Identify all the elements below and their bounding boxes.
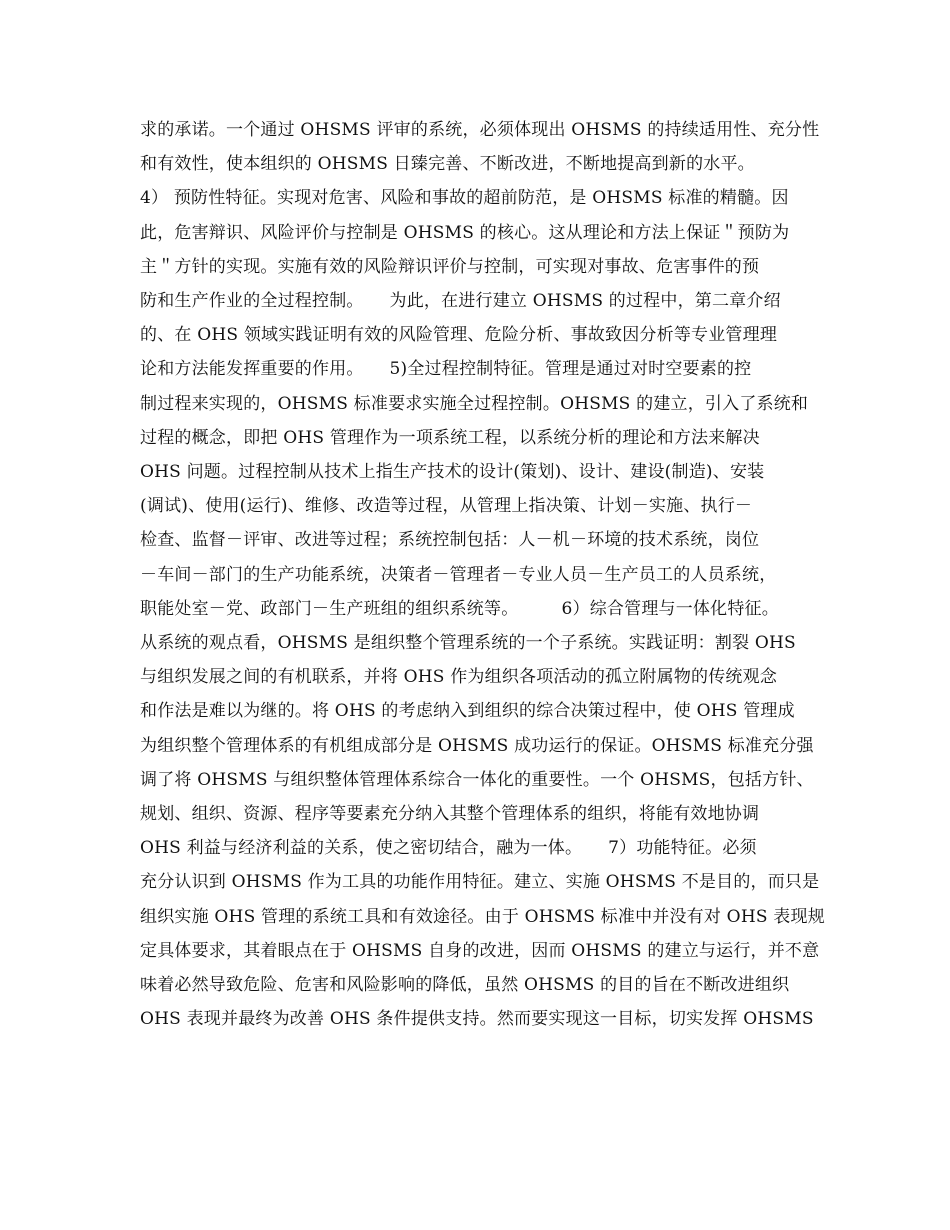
text-line: 和有效性，使本组织的 OHSMS 日臻完善、不断改进，不断地提高到新的水平。 bbox=[140, 154, 755, 175]
text-line: 过程的概念，即把 OHS 管理作为一项系统工程，以系统分析的理论和方法来解决 bbox=[140, 427, 760, 448]
text-line: 定具体要求，其着眼点在于 OHSMS 自身的改进，因而 OHSMS 的建立与运行，并不意 bbox=[140, 940, 820, 961]
text-line: 求的承诺。一个通过 OHSMS 评审的系统，必须体现出 OHSMS 的持续适用性、充分性 bbox=[140, 120, 820, 140]
text-line: 为组织整个管理体系的有机组成部分是 OHSMS 成功运行的保证。OHSMS 标准充分强 bbox=[140, 735, 814, 756]
text-line: (调试)、使用(运行)、维修、改造等过程，从管理上指决策、计划－实施、执行－ bbox=[140, 496, 753, 517]
text-line: OHS 表现并最终为改善 OHS 条件提供支持。然而要实现这一目标，切实发挥 OHSMS bbox=[140, 1009, 814, 1030]
text-line: 充分认识到 OHSMS 作为工具的功能作用特征。建立、实施 OHSMS 不是目的，而只是 bbox=[140, 872, 820, 893]
text-line: 组织实施 OHS 管理的系统工具和有效途径。由于 OHSMS 标准中并没有对 OHS 表现规 bbox=[140, 906, 825, 927]
text-line: OHS 问题。过程控制从技术上指生产技术的设计(策划)、设计、建设(制造)、安装 bbox=[140, 462, 765, 482]
text-line: OHS 利益与经济利益的关系，使之密切结合，融为一体。 7）功能特征。必须 bbox=[140, 838, 757, 859]
text-line: 味着必然导致危险、危害和风险影响的降低，虽然 OHSMS 的目的旨在不断改进组织 bbox=[140, 975, 790, 995]
text-line: 主＂方针的实现。实施有效的风险辩识评价与控制，可实现对事故、危害事件的预 bbox=[140, 256, 760, 277]
text-line: 调了将 OHSMS 与组织整体管理体系综合一体化的重要性。一个 OHSMS，包括方针、 bbox=[140, 769, 814, 790]
text-line: 此，危害辩识、风险评价与控制是 OHSMS 的核心。这从理论和方法上保证＂预防为 bbox=[140, 222, 790, 243]
text-line: 的、在 OHS 领域实践证明有效的风险管理、危险分析、事故致因分析等专业管理理 bbox=[140, 325, 778, 346]
text-line: 制过程来实现的，OHSMS 标准要求实施全过程控制。OHSMS 的建立，引入了系统和 bbox=[140, 393, 809, 414]
text-line: 与组织发展之间的有机联系，并将 OHS 作为组织各项活动的孤立附属物的传统观念 bbox=[140, 667, 778, 688]
text-line: 和作法是难以为继的。将 OHS 的考虑纳入到组织的综合决策过程中，使 OHS 管理成 bbox=[140, 701, 795, 722]
text-line: 论和方法能发挥重要的作用。 5)全过程控制特征。管理是通过对时空要素的控 bbox=[140, 359, 752, 380]
text-line: －车间－部门的生产功能系统，决策者－管理者－专业人员－生产员工的人员系统， bbox=[140, 564, 777, 585]
text-line: 职能处室－党、政部门－生产班组的组织系统等。 6）综合管理与一体化特征。 bbox=[140, 598, 779, 619]
text-line: 从系统的观点看，OHSMS 是组织整个管理系统的一个子系统。实践证明：割裂 OHS bbox=[140, 633, 796, 653]
text-line: 4） 预防性特征。实现对危害、风险和事故的超前防范，是 OHSMS 标准的精髓。因 bbox=[140, 188, 789, 209]
text-line: 规划、组织、资源、程序等要素充分纳入其整个管理体系的组织，将能有效地协调 bbox=[140, 804, 760, 824]
text-line: 防和生产作业的全过程控制。 为此，在进行建立 OHSMS 的过程中，第二章介绍 bbox=[140, 291, 781, 311]
text-line: 检查、监督－评审、改进等过程；系统控制包括：人－机－环境的技术系统，岗位 bbox=[140, 530, 760, 551]
